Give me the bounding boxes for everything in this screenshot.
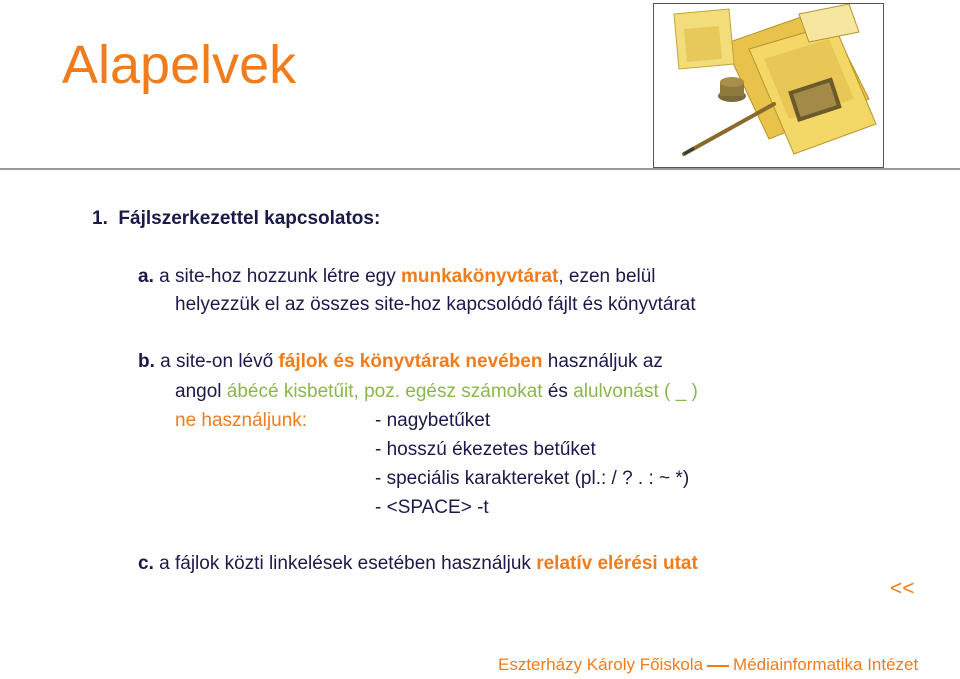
- section-heading: 1. Fájlszerkezettel kapcsolatos:: [92, 208, 381, 229]
- list-item: - hosszú ékezetes betűket: [375, 439, 596, 460]
- list-item: - <SPACE> -t: [375, 497, 489, 518]
- item-b-line-1: b. a site-on lévő fájlok és könyvtárak nevében használjuk az: [138, 351, 663, 372]
- footer-institution: Eszterházy Károly Főiskola: [498, 655, 704, 674]
- header-divider: [0, 168, 960, 170]
- item-b-line-2: angol ábécé kisbetűit, poz. egész számokat és alulvonást ( _ ): [175, 381, 698, 402]
- item-a-line-1: a. a site-hoz hozzunk létre egy munkakönyvtárat, ezen belül: [138, 266, 656, 287]
- item-a-line-2: helyezzük el az összes site-hoz kapcsolódó fájlt és könyvtárat: [175, 294, 696, 315]
- footer-dash: [707, 665, 729, 667]
- slide-title: Alapelvek: [62, 35, 297, 95]
- list-item: - speciális karaktereket (pl.: / ? . : ~ *): [375, 468, 690, 489]
- back-link[interactable]: <<: [890, 577, 915, 600]
- envelope-and-pen-illustration: [654, 4, 883, 167]
- footer: [498, 655, 918, 675]
- item-b-line-3: ne használjunk:: [175, 410, 308, 431]
- header-photo: [653, 3, 884, 168]
- list-item: - nagybetűket: [375, 410, 491, 431]
- footer-department: Médiainformatika Intézet: [733, 655, 919, 674]
- item-c-line-1: c. a fájlok közti linkelések esetében használjuk relatív elérési utat: [138, 553, 698, 574]
